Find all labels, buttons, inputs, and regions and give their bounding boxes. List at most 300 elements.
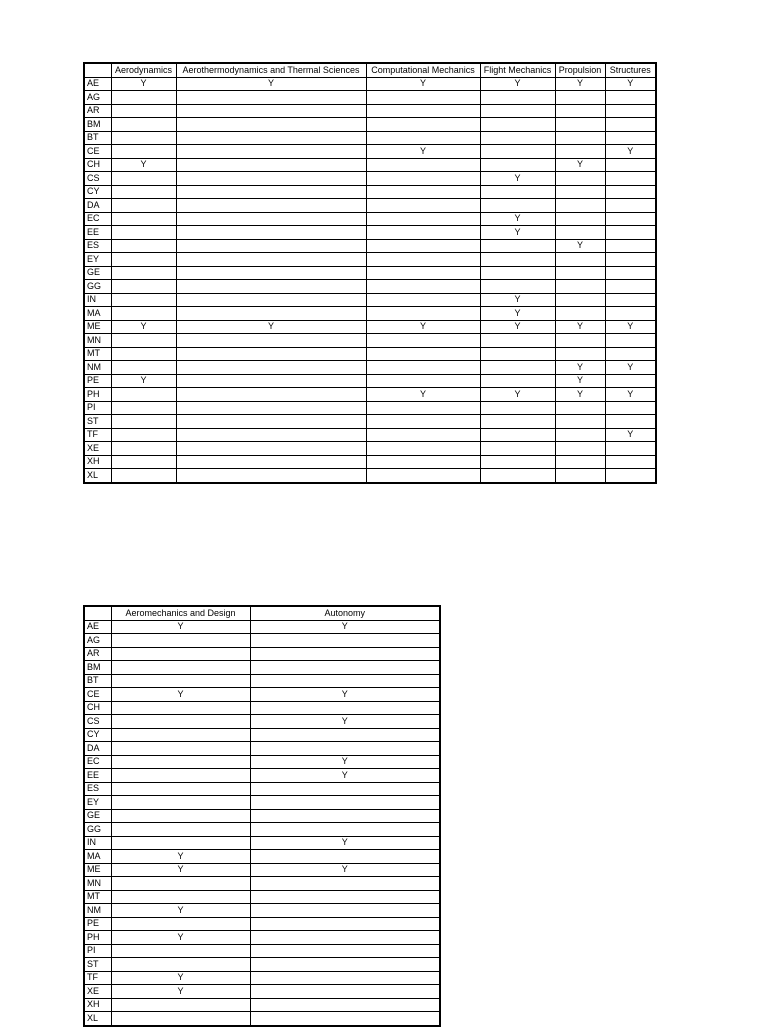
mark-cell (366, 347, 480, 361)
table-row (84, 850, 440, 864)
mark-cell (250, 701, 440, 715)
mark-cell (555, 172, 605, 186)
mark-cell (605, 239, 656, 253)
table-row (84, 836, 440, 850)
mark-cell (250, 1012, 440, 1026)
mark-cell (111, 890, 250, 904)
table-row (84, 958, 440, 972)
mark-cell (176, 253, 366, 267)
mark-cell: Y (480, 307, 555, 321)
table-body (84, 77, 656, 483)
mark-cell (111, 782, 250, 796)
table-row (84, 428, 656, 442)
mark-cell (555, 401, 605, 415)
mark-cell (111, 469, 176, 483)
mark-cell (176, 334, 366, 348)
mark-cell (555, 226, 605, 240)
table-row (84, 145, 656, 159)
mark-cell (605, 334, 656, 348)
mark-cell (555, 280, 605, 294)
row-code-cell: EE (84, 769, 111, 783)
table-row (84, 91, 656, 105)
mark-cell (480, 361, 555, 375)
mark-cell: Y (555, 361, 605, 375)
mark-cell (250, 877, 440, 891)
row-code-cell: AE (84, 77, 111, 91)
row-code-cell: MA (84, 850, 111, 864)
mark-cell (250, 971, 440, 985)
mark-cell (111, 1012, 250, 1026)
mark-cell (605, 280, 656, 294)
table-row (84, 347, 656, 361)
mark-cell (176, 415, 366, 429)
mark-cell (480, 145, 555, 159)
mark-cell (111, 347, 176, 361)
row-code-cell: ST (84, 415, 111, 429)
mark-cell (555, 212, 605, 226)
table-row (84, 266, 656, 280)
mark-cell (366, 415, 480, 429)
column-header: Aerothermodynamics and Thermal Sciences (176, 63, 366, 77)
mark-cell (176, 239, 366, 253)
table-row (84, 742, 440, 756)
table-row (84, 620, 440, 634)
table-header (84, 63, 656, 77)
table-row (84, 442, 656, 456)
mark-cell: Y (111, 985, 250, 999)
mark-cell: Y (605, 145, 656, 159)
mark-cell (111, 455, 176, 469)
table-row (84, 769, 440, 783)
row-code-cell: MA (84, 307, 111, 321)
row-code-cell: ES (84, 782, 111, 796)
mark-cell (366, 266, 480, 280)
mark-cell (605, 199, 656, 213)
table-row (84, 131, 656, 145)
row-code-cell: CE (84, 145, 111, 159)
mark-cell: Y (111, 850, 250, 864)
mark-cell (366, 91, 480, 105)
table-row (84, 172, 656, 186)
row-code-cell: GE (84, 809, 111, 823)
table-row (84, 661, 440, 675)
corner-header-cell (84, 606, 111, 620)
mark-cell (176, 361, 366, 375)
mark-cell: Y (250, 769, 440, 783)
mark-cell: Y (111, 320, 176, 334)
mark-cell (176, 455, 366, 469)
table-row (84, 863, 440, 877)
mark-cell (555, 293, 605, 307)
mark-cell (111, 958, 250, 972)
mark-cell (555, 428, 605, 442)
mark-cell (555, 469, 605, 483)
table-row (84, 674, 440, 688)
mark-cell (555, 145, 605, 159)
row-code-cell: EC (84, 755, 111, 769)
mark-cell (250, 850, 440, 864)
mark-cell (111, 796, 250, 810)
table-row (84, 647, 440, 661)
table-row (84, 253, 656, 267)
mark-cell (555, 307, 605, 321)
row-code-cell: PI (84, 401, 111, 415)
mark-cell (605, 253, 656, 267)
table-row (84, 118, 656, 132)
mark-cell (366, 374, 480, 388)
mark-cell (366, 239, 480, 253)
row-code-cell: EE (84, 226, 111, 240)
mark-cell: Y (250, 755, 440, 769)
column-header: Aeromechanics and Design (111, 606, 250, 620)
mark-cell: Y (480, 293, 555, 307)
row-code-cell: NM (84, 361, 111, 375)
mark-cell (111, 212, 176, 226)
mark-cell: Y (555, 239, 605, 253)
mark-cell: Y (111, 931, 250, 945)
mark-cell (480, 374, 555, 388)
table-row (84, 239, 656, 253)
mark-cell: Y (111, 374, 176, 388)
mark-cell (111, 401, 176, 415)
row-code-cell: TF (84, 428, 111, 442)
table-row (84, 388, 656, 402)
mark-cell (111, 172, 176, 186)
table-row (84, 293, 656, 307)
row-code-cell: AR (84, 104, 111, 118)
table-row (84, 944, 440, 958)
mark-cell (366, 334, 480, 348)
mark-cell (176, 131, 366, 145)
mark-cell (366, 442, 480, 456)
mark-cell (366, 118, 480, 132)
mark-cell (250, 661, 440, 675)
mark-cell (176, 199, 366, 213)
row-code-cell: PH (84, 931, 111, 945)
mark-cell (250, 998, 440, 1012)
mark-cell (366, 253, 480, 267)
mark-cell (111, 661, 250, 675)
mark-cell: Y (605, 320, 656, 334)
row-code-cell: MN (84, 877, 111, 891)
mark-cell (366, 361, 480, 375)
mark-cell (555, 185, 605, 199)
table-row (84, 226, 656, 240)
mark-cell (111, 809, 250, 823)
mark-cell (480, 442, 555, 456)
table-row (84, 877, 440, 891)
mark-cell (366, 469, 480, 483)
mark-cell: Y (366, 77, 480, 91)
mark-cell (555, 131, 605, 145)
table-row (84, 998, 440, 1012)
mark-cell: Y (480, 212, 555, 226)
mark-cell (366, 401, 480, 415)
mark-cell (111, 715, 250, 729)
mark-cell (480, 185, 555, 199)
mark-cell (250, 782, 440, 796)
discipline-eligibility-table (83, 62, 657, 484)
mark-cell (366, 104, 480, 118)
mark-cell (111, 634, 250, 648)
mark-cell (480, 239, 555, 253)
row-code-cell: ES (84, 239, 111, 253)
mark-cell (366, 199, 480, 213)
mark-cell (480, 266, 555, 280)
mark-cell (176, 158, 366, 172)
row-code-cell: IN (84, 836, 111, 850)
mark-cell: Y (605, 361, 656, 375)
mark-cell (480, 280, 555, 294)
mark-cell: Y (366, 388, 480, 402)
corner-header-cell (84, 63, 111, 77)
mark-cell: Y (111, 620, 250, 634)
table-row (84, 280, 656, 294)
row-code-cell: AR (84, 647, 111, 661)
mark-cell: Y (250, 863, 440, 877)
table-row (84, 158, 656, 172)
table-row (84, 415, 656, 429)
mark-cell (605, 212, 656, 226)
mark-cell (250, 823, 440, 837)
mark-cell (176, 347, 366, 361)
row-code-cell: ST (84, 958, 111, 972)
mark-cell (480, 104, 555, 118)
mark-cell (111, 185, 176, 199)
mark-cell (366, 455, 480, 469)
mark-cell: Y (605, 77, 656, 91)
mark-cell (111, 998, 250, 1012)
row-code-cell: AE (84, 620, 111, 634)
row-code-cell: CH (84, 158, 111, 172)
mark-cell (480, 199, 555, 213)
table-row (84, 890, 440, 904)
table-row (84, 401, 656, 415)
mark-cell (111, 428, 176, 442)
mark-cell (111, 742, 250, 756)
row-code-cell: NM (84, 904, 111, 918)
row-code-cell: CY (84, 728, 111, 742)
column-header: Flight Mechanics (480, 63, 555, 77)
mark-cell (250, 958, 440, 972)
mark-cell (250, 917, 440, 931)
mark-cell (480, 469, 555, 483)
table-row (84, 185, 656, 199)
mark-cell (605, 469, 656, 483)
mark-cell (250, 742, 440, 756)
mark-cell (555, 253, 605, 267)
mark-cell (111, 253, 176, 267)
row-code-cell: MT (84, 347, 111, 361)
mark-cell (555, 455, 605, 469)
mark-cell: Y (250, 688, 440, 702)
table-row (84, 715, 440, 729)
mark-cell: Y (555, 374, 605, 388)
table-row (84, 212, 656, 226)
row-code-cell: PE (84, 374, 111, 388)
row-code-cell: EY (84, 796, 111, 810)
mark-cell (111, 131, 176, 145)
row-code-cell: ME (84, 320, 111, 334)
mark-cell (605, 226, 656, 240)
row-code-cell: CE (84, 688, 111, 702)
row-code-cell: XE (84, 442, 111, 456)
row-code-cell: MT (84, 890, 111, 904)
mark-cell (176, 401, 366, 415)
mark-cell (111, 145, 176, 159)
mark-cell (176, 469, 366, 483)
row-code-cell: GE (84, 266, 111, 280)
mark-cell (250, 796, 440, 810)
mark-cell (555, 347, 605, 361)
mark-cell (176, 212, 366, 226)
mark-cell (111, 239, 176, 253)
row-code-cell: EY (84, 253, 111, 267)
mark-cell (366, 307, 480, 321)
table-row (84, 334, 656, 348)
mark-cell: Y (480, 320, 555, 334)
mark-cell (555, 415, 605, 429)
mark-cell: Y (111, 688, 250, 702)
row-code-cell: PH (84, 388, 111, 402)
mark-cell (555, 104, 605, 118)
mark-cell (250, 904, 440, 918)
mark-cell (480, 118, 555, 132)
mark-cell: Y (250, 715, 440, 729)
mark-cell (111, 674, 250, 688)
row-code-cell: IN (84, 293, 111, 307)
row-code-cell: CH (84, 701, 111, 715)
row-code-cell: XL (84, 1012, 111, 1026)
mark-cell (250, 674, 440, 688)
table-row (84, 755, 440, 769)
mark-cell: Y (111, 158, 176, 172)
mark-cell: Y (366, 320, 480, 334)
mark-cell (176, 172, 366, 186)
mark-cell (111, 823, 250, 837)
mark-cell (176, 226, 366, 240)
mark-cell (605, 266, 656, 280)
mark-cell (605, 118, 656, 132)
mark-cell: Y (555, 77, 605, 91)
mark-cell (366, 131, 480, 145)
mark-cell: Y (480, 172, 555, 186)
mark-cell (111, 280, 176, 294)
table-row (84, 1012, 440, 1026)
mark-cell (555, 91, 605, 105)
table-row (84, 688, 440, 702)
mark-cell (605, 455, 656, 469)
mark-cell (176, 374, 366, 388)
table-header (84, 606, 440, 620)
column-header: Aerodynamics (111, 63, 176, 77)
mark-cell (111, 415, 176, 429)
mark-cell (176, 118, 366, 132)
table-row (84, 199, 656, 213)
row-code-cell: ME (84, 863, 111, 877)
mark-cell (605, 415, 656, 429)
row-code-cell: CY (84, 185, 111, 199)
table-row (84, 904, 440, 918)
row-code-cell: GG (84, 280, 111, 294)
row-code-cell: XE (84, 985, 111, 999)
row-code-cell: MN (84, 334, 111, 348)
row-code-cell: PE (84, 917, 111, 931)
mark-cell (111, 293, 176, 307)
mark-cell: Y (176, 320, 366, 334)
mark-cell (111, 91, 176, 105)
mark-cell (480, 347, 555, 361)
table-row (84, 320, 656, 334)
mark-cell: Y (480, 77, 555, 91)
mark-cell (555, 442, 605, 456)
mark-cell (480, 131, 555, 145)
mark-cell (366, 212, 480, 226)
aeromechanics-autonomy-table (83, 605, 441, 1027)
table-row (84, 104, 656, 118)
mark-cell (605, 293, 656, 307)
row-code-cell: AG (84, 634, 111, 648)
mark-cell: Y (480, 226, 555, 240)
mark-cell (555, 266, 605, 280)
mark-cell (605, 185, 656, 199)
mark-cell (605, 172, 656, 186)
mark-cell: Y (111, 904, 250, 918)
mark-cell (366, 293, 480, 307)
mark-cell (176, 442, 366, 456)
table-row (84, 985, 440, 999)
table-row (84, 931, 440, 945)
row-code-cell: BM (84, 661, 111, 675)
mark-cell (366, 226, 480, 240)
mark-cell (111, 944, 250, 958)
mark-cell: Y (555, 320, 605, 334)
mark-cell (176, 307, 366, 321)
mark-cell (480, 158, 555, 172)
row-code-cell: BT (84, 674, 111, 688)
row-code-cell: XH (84, 998, 111, 1012)
row-code-cell: DA (84, 199, 111, 213)
table-row (84, 823, 440, 837)
mark-cell (111, 442, 176, 456)
mark-cell (111, 199, 176, 213)
mark-cell (176, 293, 366, 307)
mark-cell (480, 91, 555, 105)
mark-cell (605, 401, 656, 415)
mark-cell (480, 455, 555, 469)
mark-cell (250, 985, 440, 999)
mark-cell (250, 931, 440, 945)
mark-cell: Y (176, 77, 366, 91)
mark-cell: Y (111, 863, 250, 877)
mark-cell (176, 266, 366, 280)
mark-cell (111, 361, 176, 375)
mark-cell (111, 877, 250, 891)
mark-cell (111, 307, 176, 321)
mark-cell (176, 185, 366, 199)
table-row (84, 634, 440, 648)
mark-cell (366, 280, 480, 294)
mark-cell: Y (366, 145, 480, 159)
table-row (84, 361, 656, 375)
row-code-cell: TF (84, 971, 111, 985)
mark-cell (480, 334, 555, 348)
mark-cell (176, 428, 366, 442)
row-code-cell: CS (84, 172, 111, 186)
mark-cell: Y (111, 77, 176, 91)
mark-cell: Y (250, 620, 440, 634)
mark-cell (605, 307, 656, 321)
